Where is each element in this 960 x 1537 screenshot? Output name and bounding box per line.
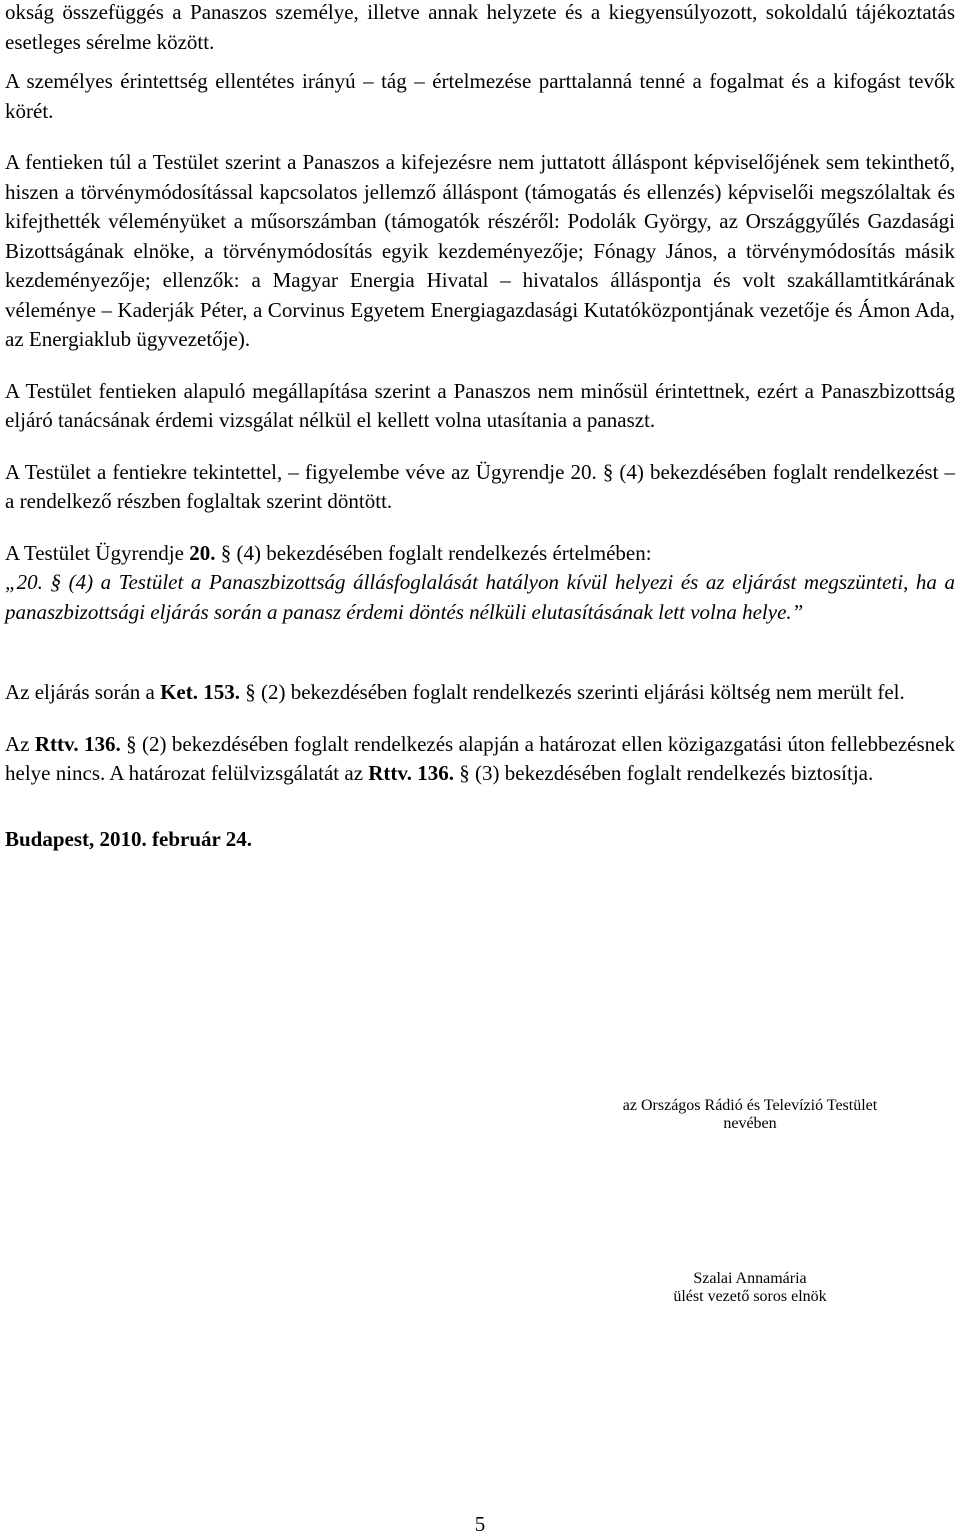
signature-org-line2: nevében (723, 1115, 777, 1132)
signature-signer (560, 1270, 940, 1306)
paragraph-3: A fentieken túl a Testület szerint a Panaszos a kifejezésre nem juttatott álláspont képviselőjének sem tekinthető, hiszen a törvénymódosítással kapcsolatos jellemző álláspont (támogatás és ellenzés) képviselői megszólaltak és kifejthették véleményüket a műsorszámban (támogatók részéről: Podolák György, az Országgyűlés Gazdasági Bizottságának elnöke, a törvénymódosítás egyik kezdeményezője; Fónagy János, a törvénymódosítás másik kezdeményezője; ellenzők: a Magyar Energia Hivatal – hivatalos álláspontja és volt szakállamtitkárának véleménye – Kaderják Péter, a Corvinus Egyetem Energiagazdasági Kutatóközpontjának vezetője és Ámon Ada, az Energiaklub ügyvezetője). (5, 150, 955, 351)
page-number: 5 (474, 1512, 486, 1536)
paragraph-8-text-b: § (2) bekezdésében foglalt rendelkezés alapján a határozat ellen közigazgatási úton fellebbezésnek helye nincs. A határozat felülvizsgálatát az (5, 731, 955, 785)
paragraph-6 (5, 539, 955, 569)
paragraph-8-text-a: Az (5, 731, 35, 756)
paragraph-6-text: A Testület Ügyrendje (5, 540, 190, 565)
paragraph-8 (5, 730, 955, 789)
paragraph-7-text: Az eljárás során a (5, 680, 161, 704)
quoted-rule (5, 568, 955, 627)
paragraph-8-text-c: § (3) bekezdésében foglalt rendelkezés biztosítja. (454, 761, 874, 785)
document-body (5, 0, 955, 854)
signature-org-line1: az Országos Rádió és Televízió Testület (622, 1097, 878, 1114)
date-text: Budapest, 2010. február 24. (5, 826, 252, 851)
paragraph-1: okság összefüggés a Panaszos személye, illetve annak helyzete és a kiegyensúlyozott, sokoldalú tájékoztatás esetleges sérelme között. (5, 0, 955, 54)
paragraph-6-bold: 20. (189, 540, 216, 565)
paragraph-6-text-end: § (4) bekezdésében foglalt rendelkezés értelmében: (215, 540, 652, 565)
paragraph-7 (5, 678, 955, 708)
paragraph-8-bold-b: Rttv. 136. (368, 761, 455, 785)
paragraph-5: A Testület a fentiekre tekintettel, – figyelembe véve az Ügyrendje 20. § (4) bekezdésében foglalt rendelkezést – a rendelkező részben foglaltak szerint döntött. (5, 459, 955, 513)
quoted-rule-text: „20. § (4) a Testület a Panaszbizottság állásfoglalását hatályon kívül helyezi és az eljárást megszünteti, ha a panaszbizottsági eljárás során a panasz érdemi döntés nélküli elutasításának lett volna helye.” (5, 570, 955, 624)
signature-name: Szalai Annamária (693, 1270, 807, 1287)
paragraph-2: A személyes érintettség ellentétes irányú – tág – értelmezése parttalanná tenné a fogalmat és a kifogást tevők körét. (5, 69, 955, 123)
signature-organization (540, 1097, 960, 1133)
paragraph-8-bold-a: Rttv. 136. (34, 731, 121, 756)
paragraph-7-text-end: § (2) bekezdésében foglalt rendelkezés szerinti eljárási költség nem merült fel. (240, 680, 905, 704)
paragraph-7-bold: Ket. 153. (160, 680, 240, 704)
signature-role: ülést vezető soros elnök (673, 1288, 827, 1305)
date-line (5, 825, 955, 855)
paragraph-4: A Testület fentieken alapuló megállapítása szerint a Panaszos nem minősül érintettnek, ezért a Panaszbizottság eljáró tanácsának érdemi vizsgálat nélkül el kellett volna utasítania a panaszt. (5, 378, 955, 432)
